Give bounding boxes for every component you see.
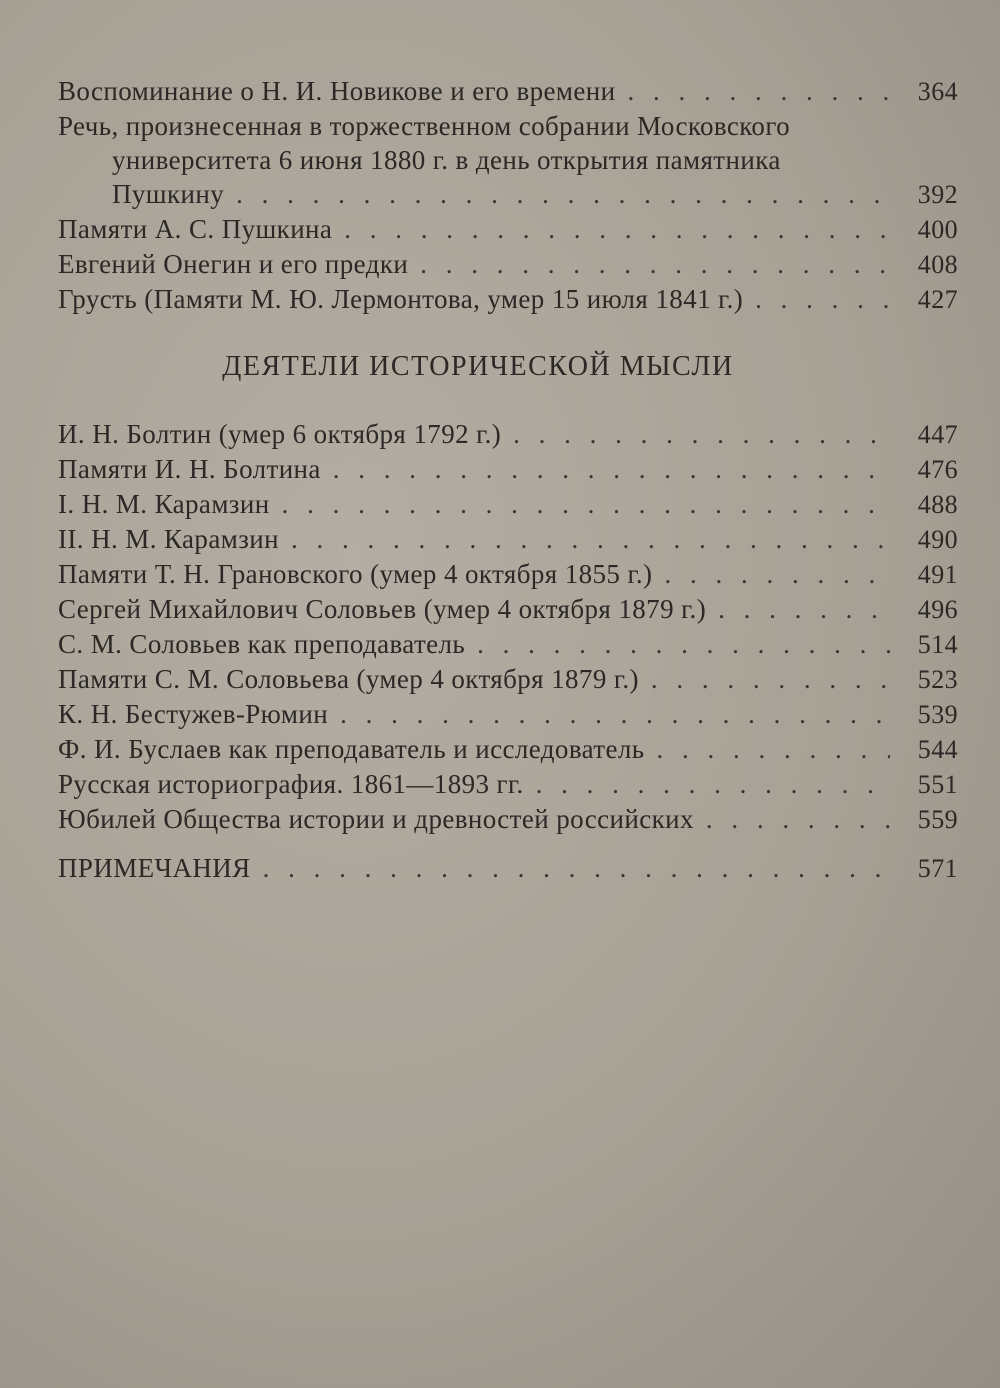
toc-entry bbox=[58, 697, 958, 732]
toc-entry bbox=[58, 212, 958, 247]
toc-entry-title: Памяти Т. Н. Грановского (умер 4 октября 1855 г.) bbox=[58, 559, 653, 589]
toc-entry bbox=[58, 557, 958, 592]
toc-entry-title: ПРИМЕЧАНИЯ bbox=[58, 853, 251, 883]
dot-leader bbox=[420, 247, 890, 281]
toc-entry-page: 551 bbox=[917, 770, 958, 799]
toc-entry-title-line: университета 6 июня 1880 г. в день открытия памятника bbox=[112, 145, 781, 175]
toc-entry-title: I. Н. М. Карамзин bbox=[58, 489, 270, 519]
dot-leader bbox=[513, 417, 890, 451]
toc-entry-page: 392 bbox=[917, 180, 958, 209]
dot-leader bbox=[664, 557, 890, 591]
dot-leader bbox=[477, 627, 890, 661]
dot-leader bbox=[706, 802, 890, 836]
toc-entry-page: 488 bbox=[917, 490, 958, 519]
dot-leader bbox=[627, 74, 890, 108]
section-heading: ДЕЯТЕЛИ ИСТОРИЧЕСКОЙ МЫСЛИ bbox=[222, 351, 734, 382]
toc-entry bbox=[58, 417, 958, 452]
toc-entry bbox=[58, 522, 958, 557]
toc-entry-page: 491 bbox=[917, 560, 958, 589]
toc-entry-page: 400 bbox=[917, 215, 958, 244]
dot-leader bbox=[291, 522, 890, 556]
toc-entry-page: 427 bbox=[917, 285, 958, 314]
toc-entry bbox=[58, 592, 958, 627]
toc-entry-page: 539 bbox=[917, 700, 958, 729]
toc-entry-page: 571 bbox=[917, 854, 958, 883]
toc-entry bbox=[58, 247, 958, 282]
toc-entry-title-line: Пушкину bbox=[112, 179, 225, 209]
dot-leader bbox=[236, 177, 890, 211]
toc-entry-title-line: Речь, произнесенная в торжественном собрании Московского bbox=[58, 111, 791, 141]
toc-entry-title: Юбилей Общества истории и древностей российских bbox=[58, 804, 694, 834]
toc-entry bbox=[58, 732, 958, 767]
toc-entry-title: С. М. Соловьев как преподаватель bbox=[58, 629, 466, 659]
toc-entry bbox=[58, 767, 958, 802]
toc-entry-title: К. Н. Бестужев-Рюмин bbox=[58, 699, 329, 729]
toc-entry-page: 496 bbox=[917, 595, 958, 624]
toc-entry-title: Памяти С. М. Соловьева (умер 4 октября 1879 г.) bbox=[58, 664, 639, 694]
toc-entry bbox=[58, 802, 958, 837]
toc-entry-title: Русская историография. 1861—1893 гг. bbox=[58, 769, 524, 799]
toc-entry bbox=[58, 627, 958, 662]
toc-group-essays bbox=[58, 74, 958, 317]
toc-group-historians bbox=[58, 417, 958, 837]
dot-leader bbox=[536, 767, 890, 801]
toc-entry-title: Памяти И. Н. Болтина bbox=[58, 454, 321, 484]
toc-entry-page: 447 bbox=[917, 420, 958, 449]
toc-entry-page: 476 bbox=[917, 455, 958, 484]
toc-entry-title: Евгений Онегин и его предки bbox=[58, 249, 409, 279]
toc-entry-title: II. Н. М. Карамзин bbox=[58, 524, 279, 554]
dot-leader bbox=[333, 452, 890, 486]
dot-leader bbox=[656, 732, 890, 766]
dot-leader bbox=[282, 487, 890, 521]
toc-entry-page: 559 bbox=[917, 805, 958, 834]
dot-leader bbox=[651, 662, 890, 696]
toc-entry-page: 490 bbox=[917, 525, 958, 554]
toc-entry bbox=[58, 109, 958, 212]
toc-entry-page: 364 bbox=[917, 77, 958, 106]
toc-entry-page: 514 bbox=[917, 630, 958, 659]
toc-entry bbox=[58, 282, 958, 317]
table-of-contents bbox=[58, 74, 958, 886]
dot-leader bbox=[263, 851, 890, 885]
toc-entry-title: Ф. И. Буслаев как преподаватель и исследователь bbox=[58, 734, 645, 764]
toc-entry bbox=[58, 74, 958, 109]
toc-entry-notes bbox=[58, 851, 958, 886]
toc-entry-page: 523 bbox=[917, 665, 958, 694]
dot-leader bbox=[755, 282, 890, 316]
toc-entry-page: 544 bbox=[917, 735, 958, 764]
dot-leader bbox=[340, 697, 890, 731]
toc-entry bbox=[58, 452, 958, 487]
dot-leader bbox=[718, 592, 890, 626]
dot-leader bbox=[344, 212, 890, 246]
toc-entry-title: И. Н. Болтин (умер 6 октября 1792 г.) bbox=[58, 419, 502, 449]
toc-entry-title: Памяти А. С. Пушкина bbox=[58, 214, 333, 244]
toc-entry-title: Грусть (Памяти М. Ю. Лермонтова, умер 15 июля 1841 г.) bbox=[58, 284, 744, 314]
toc-entry bbox=[58, 662, 958, 697]
toc-entry-title: Воспоминание о Н. И. Новикове и его времени bbox=[58, 76, 616, 106]
toc-entry bbox=[58, 487, 958, 522]
toc-entry-title: Сергей Михайлович Соловьев (умер 4 октября 1879 г.) bbox=[58, 594, 707, 624]
toc-entry-page: 408 bbox=[917, 250, 958, 279]
